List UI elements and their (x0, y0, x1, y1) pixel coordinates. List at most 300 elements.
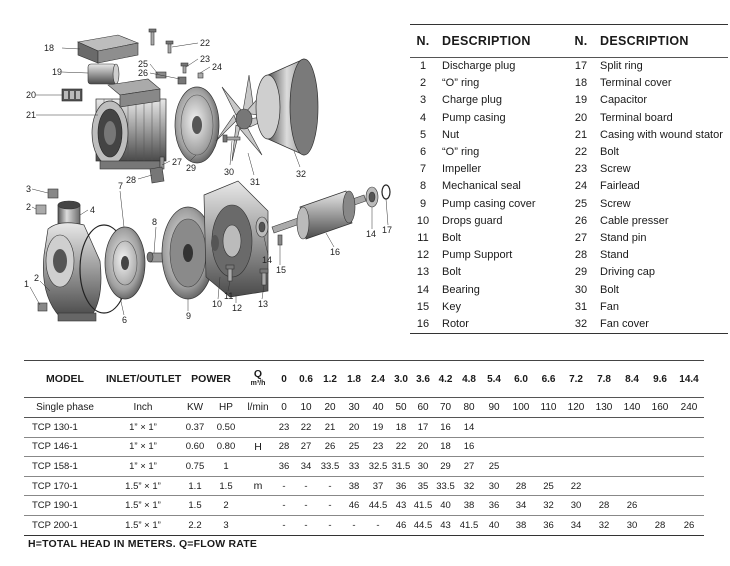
part-description: Casing with wound stator (600, 128, 723, 141)
head-value (646, 418, 674, 438)
part-description: Rotor (442, 316, 568, 334)
head-value: 37 (366, 476, 390, 496)
parts-header-row (410, 25, 728, 58)
lmin-value: 90 (481, 398, 507, 418)
svg-text:3: 3 (26, 184, 32, 194)
power-hp: 0.80 (210, 437, 242, 457)
head-axis-cell (242, 457, 274, 477)
part-description: Discharge plug (442, 58, 568, 76)
head-value: 17 (412, 418, 434, 438)
lmin-value: 160 (646, 398, 674, 418)
svg-text:27: 27 (172, 157, 183, 167)
part-number: 14 (416, 283, 430, 296)
perf-header-row (24, 361, 704, 398)
units-kw: KW (180, 398, 210, 418)
head-value: 34 (294, 457, 318, 477)
part-number: 20 (574, 111, 588, 124)
part-number: 21 (574, 128, 588, 141)
head-value: 32.5 (366, 457, 390, 477)
part-description: Pump Support (442, 249, 513, 262)
part-number: 13 (416, 266, 430, 279)
head-value (618, 457, 646, 477)
head-value: 29 (434, 457, 457, 477)
head-value: 21 (318, 418, 342, 438)
head-value: 22 (562, 476, 590, 496)
svg-text:10: 10 (212, 299, 223, 309)
part-number: 32 (568, 316, 600, 334)
part-number: 12 (416, 249, 430, 262)
head-value: 36 (274, 457, 294, 477)
lmin-value: 0 (274, 398, 294, 418)
head-value: 32 (535, 496, 562, 516)
head-value: 27 (457, 457, 481, 477)
q-value: 3.0 (394, 373, 408, 385)
head-value: 40 (481, 515, 507, 535)
part-description: Cable presser (600, 214, 669, 227)
q-value: 7.2 (569, 373, 583, 385)
part-number: 19 (574, 94, 588, 107)
svg-text:7: 7 (118, 181, 124, 191)
head-value: 38 (457, 496, 481, 516)
q-unit: m³/h (250, 380, 266, 387)
model-row (24, 457, 704, 477)
head-value (646, 476, 674, 496)
head-value (562, 437, 590, 457)
head-value: - (274, 476, 294, 496)
head-value (562, 418, 590, 438)
head-value: 19 (366, 418, 390, 438)
head-value: 35 (412, 476, 434, 496)
head-value: - (294, 496, 318, 516)
svg-text:15: 15 (276, 265, 287, 275)
q-value: 7.8 (597, 373, 611, 385)
part-description: Pump casing (442, 111, 506, 124)
header-model: MODEL (46, 373, 84, 385)
head-value: 16 (434, 418, 457, 438)
svg-text:17: 17 (382, 225, 393, 235)
capacitor (88, 64, 119, 84)
head-value: 22 (390, 437, 412, 457)
power-hp: 0.50 (210, 418, 242, 438)
power-kw: 2.2 (180, 515, 210, 535)
impeller (105, 227, 145, 299)
parts-row (410, 161, 728, 178)
svg-text:28: 28 (126, 175, 137, 185)
parts-description-table (410, 24, 728, 334)
q-symbol: Q (253, 368, 263, 380)
head-value (674, 457, 704, 477)
head-value (507, 457, 535, 477)
head-value (674, 418, 704, 438)
footnote: H=TOTAL HEAD IN METERS. Q=FLOW RATE (28, 538, 258, 550)
svg-text:2: 2 (34, 273, 40, 283)
svg-text:20: 20 (26, 90, 37, 100)
lmin-value: 40 (366, 398, 390, 418)
q-value: 0.6 (299, 373, 313, 385)
part-number: 9 (419, 197, 427, 210)
small-screws (149, 29, 203, 84)
lmin-value: 120 (562, 398, 590, 418)
svg-text:12: 12 (232, 303, 243, 313)
part-number: 6 (419, 146, 427, 159)
model-row (24, 437, 704, 457)
q-value: 14.4 (679, 373, 699, 385)
svg-text:14: 14 (366, 229, 377, 239)
perf-body (24, 398, 704, 536)
parts-row (410, 281, 728, 298)
head-value (646, 437, 674, 457)
lmin-value: 60 (412, 398, 434, 418)
part-description: Bearing (442, 283, 480, 296)
part-number: 7 (419, 163, 427, 176)
q-value: 1.2 (323, 373, 337, 385)
head-value: 33 (342, 457, 366, 477)
head-value: 38 (342, 476, 366, 496)
svg-text:30: 30 (224, 167, 235, 177)
lmin-value: 240 (674, 398, 704, 418)
head-value: 44.5 (366, 496, 390, 516)
head-value: 36 (390, 476, 412, 496)
part-number: 22 (574, 146, 588, 159)
terminal-board (62, 89, 82, 101)
power-kw: 0.60 (180, 437, 210, 457)
head-value: 25 (342, 437, 366, 457)
part-description: Pump casing cover (442, 197, 536, 210)
inlet-outlet: 1.5” × 1” (106, 515, 180, 535)
part-number: 24 (574, 180, 588, 193)
svg-text:26: 26 (138, 68, 149, 78)
head-value: - (318, 496, 342, 516)
header-q (242, 361, 274, 398)
part-description: Screw (600, 197, 631, 210)
part-description: Driving cap (600, 266, 656, 279)
performance-table (24, 360, 704, 536)
head-value (618, 437, 646, 457)
inlet-outlet: 1” × 1” (106, 418, 180, 438)
head-value: 30 (562, 496, 590, 516)
head-value: - (294, 476, 318, 496)
svg-text:19: 19 (52, 67, 63, 77)
head-value (674, 437, 704, 457)
svg-text:8: 8 (152, 217, 158, 227)
header-power: POWER (191, 373, 231, 385)
svg-text:23: 23 (200, 54, 211, 64)
head-value: 27 (294, 437, 318, 457)
motor-casing (92, 79, 166, 169)
lmin-value: 10 (294, 398, 318, 418)
inlet-outlet: 1.5” × 1” (106, 496, 180, 516)
svg-text:32: 32 (296, 169, 307, 179)
part-number: 30 (574, 283, 588, 296)
head-value: 36 (481, 496, 507, 516)
mechanical-seal (147, 252, 164, 262)
q-value: 2.4 (371, 373, 385, 385)
head-value: 20 (412, 437, 434, 457)
head-axis-cell (242, 496, 274, 516)
part-description: Nut (442, 128, 460, 141)
inlet-outlet: 1” × 1” (106, 437, 180, 457)
power-kw: 1.5 (180, 496, 210, 516)
head-value: 23 (274, 418, 294, 438)
head-value: 16 (457, 437, 481, 457)
part-number: 11 (417, 231, 429, 244)
head-value (618, 476, 646, 496)
part-number: 18 (574, 77, 588, 90)
head-value: - (318, 476, 342, 496)
head-value: 28 (507, 476, 535, 496)
head-value: 28 (646, 515, 674, 535)
head-value: 30 (618, 515, 646, 535)
head-value: 20 (342, 418, 366, 438)
head-value: 18 (390, 418, 412, 438)
part-number: 26 (574, 214, 588, 227)
model-name: TCP 170-1 (24, 476, 106, 496)
part-number: 16 (410, 316, 442, 334)
part-description: Stand (600, 249, 629, 262)
head-value: - (274, 496, 294, 516)
head-value: 44.5 (412, 515, 434, 535)
units-hp: HP (210, 398, 242, 418)
head-value: - (366, 515, 390, 535)
head-value: 26 (618, 496, 646, 516)
power-hp: 1 (210, 457, 242, 477)
parts-body (410, 58, 728, 334)
head-value: 40 (434, 496, 457, 516)
part-description: Terminal board (600, 111, 673, 124)
head-value (590, 476, 618, 496)
head-value (674, 496, 704, 516)
head-value: 14 (457, 418, 481, 438)
part-number: 17 (568, 58, 600, 76)
part-description: Fan cover (600, 316, 728, 334)
head-value (507, 418, 535, 438)
head-value: - (342, 515, 366, 535)
parts-row (410, 75, 728, 92)
head-value: 33.5 (434, 476, 457, 496)
exploded-pump-diagram (0, 15, 405, 335)
head-value: 31.5 (390, 457, 412, 477)
head-value: 23 (366, 437, 390, 457)
svg-text:4: 4 (90, 205, 96, 215)
head-axis-cell (242, 418, 274, 438)
part-number: 25 (574, 197, 588, 210)
head-value (590, 437, 618, 457)
svg-text:29: 29 (186, 163, 197, 173)
part-number: 5 (419, 128, 427, 141)
svg-text:6: 6 (122, 315, 128, 325)
head-value: 43 (390, 496, 412, 516)
part-description: Bolt (600, 283, 619, 296)
power-kw: 1.1 (180, 476, 210, 496)
fan-cover (256, 59, 318, 155)
head-value (590, 457, 618, 477)
head-value (507, 437, 535, 457)
part-number: 3 (419, 94, 427, 107)
head-unit: m (242, 476, 274, 496)
head-value: 18 (434, 437, 457, 457)
head-value: 26 (674, 515, 704, 535)
parts-row (410, 144, 728, 161)
parts-row (410, 316, 728, 334)
head-value (562, 457, 590, 477)
part-number: 1 (410, 58, 442, 76)
head-value (646, 457, 674, 477)
part-number: 23 (574, 163, 588, 176)
q-value: 4.2 (438, 373, 453, 385)
inlet-outlet: 1.5” × 1” (106, 476, 180, 496)
q-value: 4.8 (462, 373, 476, 385)
svg-text:22: 22 (200, 38, 211, 48)
part-description: Bolt (600, 146, 619, 159)
svg-text:14: 14 (262, 255, 273, 265)
parts-row (410, 230, 728, 247)
part-description: Stand pin (600, 231, 647, 244)
head-value: 38 (507, 515, 535, 535)
part-number: 10 (416, 214, 430, 227)
head-value: 30 (412, 457, 434, 477)
svg-text:24: 24 (212, 62, 223, 72)
head-value: 34 (507, 496, 535, 516)
model-name: TCP 200-1 (24, 515, 106, 535)
svg-text:11: 11 (224, 291, 234, 301)
q-value: 9.6 (653, 373, 667, 385)
model-name: TCP 146-1 (24, 437, 106, 457)
part-number: 15 (416, 300, 430, 313)
parts-row (410, 247, 728, 264)
head-value (535, 418, 562, 438)
key (278, 235, 282, 245)
model-row (24, 496, 704, 516)
lmin-value: 50 (390, 398, 412, 418)
parts-row (410, 213, 728, 230)
q-value: 8.4 (625, 373, 639, 385)
head-value: 43 (434, 515, 457, 535)
q-value: 5.4 (487, 373, 501, 385)
units-q: l/min (242, 398, 274, 418)
model-row (24, 476, 704, 496)
lmin-value: 100 (507, 398, 535, 418)
power-hp: 3 (210, 515, 242, 535)
units-inlet: Inch (106, 398, 180, 418)
pump-casing (43, 201, 101, 321)
split-ring (382, 185, 390, 199)
svg-text:18: 18 (44, 43, 55, 53)
part-number: 27 (574, 231, 588, 244)
head-value: 25 (481, 457, 507, 477)
parts-row (410, 127, 728, 144)
parts-row (410, 196, 728, 213)
head-value: 33.5 (318, 457, 342, 477)
part-description: Drops guard (442, 214, 503, 227)
head-value: 32 (590, 515, 618, 535)
lmin-value: 30 (342, 398, 366, 418)
inlet-outlet: 1” × 1” (106, 457, 180, 477)
head-value: 46 (390, 515, 412, 535)
col-n-right: N. (574, 33, 588, 48)
lmin-value: 130 (590, 398, 618, 418)
part-description: Fan (600, 300, 619, 313)
lmin-value: 70 (434, 398, 457, 418)
head-value: 26 (318, 437, 342, 457)
head-value: 28 (590, 496, 618, 516)
head-value: - (294, 515, 318, 535)
svg-text:21: 21 (26, 110, 37, 120)
pump-support (204, 181, 268, 297)
part-description: Charge plug (442, 94, 502, 107)
head-value: 22 (294, 418, 318, 438)
col-desc-right: DESCRIPTION (600, 33, 689, 48)
head-value (481, 437, 507, 457)
part-number: 8 (419, 180, 427, 193)
lmin-value: 80 (457, 398, 481, 418)
parts-row (410, 299, 728, 316)
power-kw: 0.37 (180, 418, 210, 438)
svg-text:1: 1 (24, 279, 30, 289)
parts-row (410, 110, 728, 127)
lmin-value: 140 (618, 398, 646, 418)
q-value: 6.6 (541, 373, 556, 385)
part-description: Screw (600, 163, 631, 176)
model-row (24, 418, 704, 438)
power-hp: 1.5 (210, 476, 242, 496)
model-name: TCP 190-1 (24, 496, 106, 516)
head-value (674, 476, 704, 496)
part-description: Split ring (600, 58, 728, 76)
head-value (535, 437, 562, 457)
part-number: 28 (574, 249, 588, 262)
head-label: H (242, 437, 274, 457)
part-description: Mechanical seal (442, 180, 521, 193)
col-n-left: N. (416, 33, 430, 48)
head-value: 30 (481, 476, 507, 496)
head-value (590, 418, 618, 438)
head-value: - (274, 515, 294, 535)
part-description: Fairlead (600, 180, 640, 193)
parts-row (410, 264, 728, 281)
head-value (618, 418, 646, 438)
units-row (24, 398, 704, 418)
lmin-value: 110 (535, 398, 562, 418)
units-model: Single phase (24, 398, 106, 418)
head-value: 41.5 (457, 515, 481, 535)
part-number: 29 (574, 266, 588, 279)
q-value: 1.8 (347, 373, 361, 385)
part-number: 31 (574, 300, 588, 313)
power-kw: 0.75 (180, 457, 210, 477)
head-value: 34 (562, 515, 590, 535)
parts-row (410, 178, 728, 195)
svg-text:13: 13 (258, 299, 269, 309)
part-description: “O” ring (442, 77, 480, 90)
model-row (24, 515, 704, 535)
terminal-cover (78, 35, 138, 63)
model-name: TCP 158-1 (24, 457, 106, 477)
part-description: Capacitor (600, 94, 648, 107)
svg-text:31: 31 (250, 177, 261, 187)
part-description: Key (442, 300, 461, 313)
header-inlet-outlet: INLET/OUTLET (106, 373, 182, 385)
part-description: “O” ring (442, 146, 480, 159)
part-description: Bolt (442, 266, 461, 279)
parts-row (410, 92, 728, 109)
q-value: 6.0 (514, 373, 528, 385)
model-name: TCP 130-1 (24, 418, 106, 438)
rotor (272, 191, 366, 239)
head-value: - (318, 515, 342, 535)
power-hp: 2 (210, 496, 242, 516)
head-value: 41.5 (412, 496, 434, 516)
head-value: 36 (535, 515, 562, 535)
